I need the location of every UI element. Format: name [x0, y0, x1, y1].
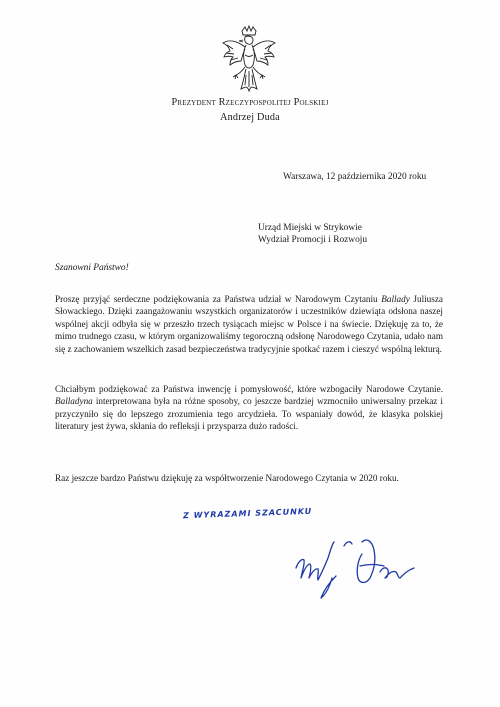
body-paragraph-2	[55, 383, 443, 433]
president-name: Andrzej Duda	[220, 112, 280, 123]
paragraph-1-italic-title: Ballady	[381, 294, 410, 304]
body-paragraph-1	[55, 293, 443, 355]
paragraph-1-part-2: Juliusza Słowackiego. Dzięki zaangażowaniu wszystkich organizatorów i uczestników dziewiąta odsłona naszej wspólnej akcji odbyła się w przeszło trzech tysiącach miejsc w Polsce i na świecie. Dziękuję za to, że mimo trudnego czasu, w którym organizowaliśmy tegoroczną odsłonę Narodowego Czytania, udało nam się z zachowaniem wszelkich zasad bezpieczeństwa tradycyjnie spotkać razem i cieszyć wspólną lekturą.	[55, 294, 444, 354]
paragraph-2-italic-title: Balladyna	[55, 396, 93, 407]
white-eagle-emblem-icon	[219, 25, 279, 93]
president-title: Prezydent Rzeczypospolitej Polskiej	[171, 97, 329, 108]
salutation: Szanowni Państwo!	[55, 263, 129, 273]
paragraph-2-part-1: Chciałbym podziękować za Państwa inwencję i pomysłowość, które wzbogaciły Narodowe Czytanie.	[55, 384, 443, 394]
recipient-line-1: Urząd Miejski w Strykowie	[258, 223, 362, 233]
paragraph-2-part-2: interpretowana była na różne sposoby, co jeszcze bardziej wzmocniło uniwersalny przekaz i przyczyniło się do lepszego zrozumienia tego arcydzieła. To wspaniały dowód, że klasyka polskiej literatury jest żywa, skłania do refleksji i przysparza dużo radości.	[55, 396, 443, 432]
handwritten-signature-icon	[288, 528, 423, 600]
letter-date: Warszawa, 12 października 2020 roku	[283, 172, 427, 182]
body-paragraph-3: Raz jeszcze bardzo Państwu dziękuję za współtworzenie Narodowego Czytania w 2020 roku.	[55, 473, 399, 483]
paragraph-1-part-1: Proszę przyjąć serdeczne podziękowania za Państwa udział w Narodowym Czytaniu	[55, 294, 382, 304]
recipient-line-2: Wydział Promocji i Rozwoju	[258, 235, 368, 245]
handwritten-closing: Z WYRAZAMI SZACUNKU	[182, 506, 313, 521]
